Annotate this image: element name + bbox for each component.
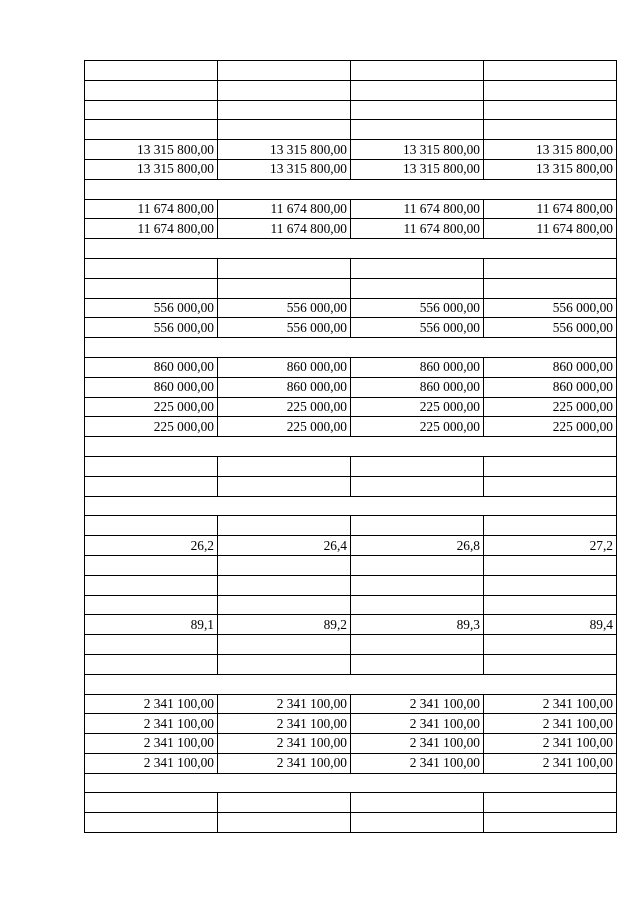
table-cell: 89,4 <box>484 615 617 635</box>
table-cell: 2 341 100,00 <box>351 734 484 754</box>
table-cell: 13 315 800,00 <box>218 159 351 179</box>
table-spacer-cell <box>85 674 617 694</box>
table-cell <box>85 100 218 120</box>
table-cell <box>218 80 351 100</box>
table-cell <box>85 80 218 100</box>
table-row-spacer <box>85 437 617 457</box>
table-cell <box>218 61 351 81</box>
table-cell: 2 341 100,00 <box>85 714 218 734</box>
table-cell: 2 341 100,00 <box>85 694 218 714</box>
table-spacer-cell <box>85 437 617 457</box>
table-cell <box>351 476 484 496</box>
table-cell: 26,8 <box>351 536 484 556</box>
budget-table <box>84 60 617 833</box>
table-cell <box>85 813 218 833</box>
table-cell: 26,2 <box>85 536 218 556</box>
table-cell <box>484 555 617 575</box>
table-cell <box>484 258 617 278</box>
table-cell <box>218 278 351 298</box>
table-row <box>85 516 617 536</box>
table-row <box>85 278 617 298</box>
table-cell: 2 341 100,00 <box>218 694 351 714</box>
table-cell <box>218 258 351 278</box>
table-cell: 11 674 800,00 <box>85 219 218 239</box>
table-cell: 556 000,00 <box>218 318 351 338</box>
table-cell <box>218 100 351 120</box>
table-cell: 2 341 100,00 <box>484 694 617 714</box>
table-cell <box>484 456 617 476</box>
table-cell: 225 000,00 <box>351 397 484 417</box>
table-cell <box>484 120 617 140</box>
table-cell <box>85 516 218 536</box>
table-row <box>85 654 617 674</box>
table-row <box>85 258 617 278</box>
table-cell: 556 000,00 <box>351 298 484 318</box>
table-row <box>85 753 617 773</box>
table-cell <box>218 635 351 655</box>
table-cell <box>351 575 484 595</box>
table-row <box>85 615 617 635</box>
table-row <box>85 555 617 575</box>
table-cell <box>351 793 484 813</box>
table-cell: 2 341 100,00 <box>218 714 351 734</box>
table-row <box>85 357 617 377</box>
table-cell <box>85 278 218 298</box>
table-row <box>85 377 617 397</box>
table-cell <box>484 635 617 655</box>
table-cell: 556 000,00 <box>218 298 351 318</box>
table-cell: 13 315 800,00 <box>351 159 484 179</box>
table-row <box>85 219 617 239</box>
table-cell: 225 000,00 <box>484 417 617 437</box>
table-cell <box>218 555 351 575</box>
table-cell <box>85 595 218 615</box>
table-cell: 2 341 100,00 <box>351 694 484 714</box>
table-row <box>85 199 617 219</box>
table-cell: 26,4 <box>218 536 351 556</box>
table-row-spacer <box>85 179 617 199</box>
table-cell <box>484 654 617 674</box>
table-cell: 2 341 100,00 <box>351 753 484 773</box>
table-cell <box>351 61 484 81</box>
table-cell: 556 000,00 <box>484 298 617 318</box>
table-row <box>85 476 617 496</box>
table-row <box>85 61 617 81</box>
table-cell: 11 674 800,00 <box>218 199 351 219</box>
table-cell <box>218 516 351 536</box>
table-cell <box>85 61 218 81</box>
table-cell <box>351 654 484 674</box>
table-cell: 11 674 800,00 <box>85 199 218 219</box>
table-cell: 860 000,00 <box>218 377 351 397</box>
table-cell: 860 000,00 <box>351 357 484 377</box>
table-row <box>85 456 617 476</box>
table-cell: 11 674 800,00 <box>484 219 617 239</box>
table-cell <box>218 476 351 496</box>
table-cell <box>351 456 484 476</box>
table-cell: 225 000,00 <box>85 397 218 417</box>
table-row <box>85 298 617 318</box>
table-cell <box>351 120 484 140</box>
table-row <box>85 575 617 595</box>
table-cell: 860 000,00 <box>85 357 218 377</box>
table-cell: 860 000,00 <box>484 377 617 397</box>
table-cell: 225 000,00 <box>484 397 617 417</box>
table-cell: 860 000,00 <box>85 377 218 397</box>
table-row <box>85 536 617 556</box>
table-cell <box>484 476 617 496</box>
table-cell <box>218 595 351 615</box>
table-cell <box>351 80 484 100</box>
table-cell: 556 000,00 <box>85 298 218 318</box>
table-row <box>85 100 617 120</box>
table-cell: 225 000,00 <box>218 397 351 417</box>
table-cell: 11 674 800,00 <box>351 199 484 219</box>
table-cell <box>484 516 617 536</box>
table-cell: 11 674 800,00 <box>484 199 617 219</box>
table-cell: 225 000,00 <box>351 417 484 437</box>
table-row <box>85 714 617 734</box>
table-row-spacer <box>85 773 617 793</box>
table-row <box>85 734 617 754</box>
table-cell <box>218 654 351 674</box>
table-cell: 89,1 <box>85 615 218 635</box>
table-cell: 89,2 <box>218 615 351 635</box>
table-row <box>85 694 617 714</box>
table-row <box>85 159 617 179</box>
table-row <box>85 120 617 140</box>
table-cell <box>351 278 484 298</box>
table-cell: 13 315 800,00 <box>218 140 351 160</box>
table-cell: 860 000,00 <box>351 377 484 397</box>
table-cell <box>484 793 617 813</box>
table-cell <box>85 575 218 595</box>
table-row <box>85 635 617 655</box>
table-cell <box>218 456 351 476</box>
table-spacer-cell <box>85 338 617 358</box>
table-cell: 89,3 <box>351 615 484 635</box>
table-row <box>85 793 617 813</box>
table-cell: 11 674 800,00 <box>351 219 484 239</box>
table-cell: 2 341 100,00 <box>218 734 351 754</box>
table-cell: 860 000,00 <box>218 357 351 377</box>
table-spacer-cell <box>85 179 617 199</box>
table-cell <box>351 516 484 536</box>
table-cell: 13 315 800,00 <box>85 159 218 179</box>
table-row-spacer <box>85 239 617 259</box>
table-cell <box>218 575 351 595</box>
table-cell <box>218 120 351 140</box>
table-cell <box>484 278 617 298</box>
table-cell <box>85 635 218 655</box>
table-cell <box>351 100 484 120</box>
table-cell: 556 000,00 <box>85 318 218 338</box>
table-cell <box>85 120 218 140</box>
table-cell: 225 000,00 <box>85 417 218 437</box>
table-row <box>85 397 617 417</box>
table-cell: 13 315 800,00 <box>484 140 617 160</box>
table-cell <box>85 793 218 813</box>
table-cell: 860 000,00 <box>484 357 617 377</box>
table-cell: 2 341 100,00 <box>484 714 617 734</box>
table-cell: 13 315 800,00 <box>85 140 218 160</box>
table-cell <box>484 80 617 100</box>
table-cell: 556 000,00 <box>351 318 484 338</box>
table-row <box>85 80 617 100</box>
table-cell: 27,2 <box>484 536 617 556</box>
table-row <box>85 318 617 338</box>
table-cell <box>85 654 218 674</box>
table-cell: 2 341 100,00 <box>351 714 484 734</box>
table-spacer-cell <box>85 239 617 259</box>
table-cell: 2 341 100,00 <box>484 734 617 754</box>
table-cell: 13 315 800,00 <box>484 159 617 179</box>
table-cell <box>484 100 617 120</box>
table-cell <box>218 793 351 813</box>
table-row <box>85 595 617 615</box>
table-cell <box>351 555 484 575</box>
table-cell: 2 341 100,00 <box>85 753 218 773</box>
table-cell: 2 341 100,00 <box>484 753 617 773</box>
table-cell <box>351 595 484 615</box>
table-cell: 556 000,00 <box>484 318 617 338</box>
table-row-spacer <box>85 496 617 516</box>
table-cell: 11 674 800,00 <box>218 219 351 239</box>
table-row <box>85 813 617 833</box>
budget-table-body <box>85 61 617 833</box>
table-cell <box>484 575 617 595</box>
table-cell <box>218 813 351 833</box>
table-cell <box>351 258 484 278</box>
table-cell <box>85 456 218 476</box>
table-cell <box>351 635 484 655</box>
table-spacer-cell <box>85 496 617 516</box>
table-cell <box>484 595 617 615</box>
table-cell <box>85 258 218 278</box>
table-row <box>85 140 617 160</box>
table-row-spacer <box>85 338 617 358</box>
table-spacer-cell <box>85 773 617 793</box>
table-cell <box>351 813 484 833</box>
table-cell <box>85 555 218 575</box>
table-cell: 225 000,00 <box>218 417 351 437</box>
table-cell <box>484 813 617 833</box>
table-cell: 2 341 100,00 <box>85 734 218 754</box>
table-row <box>85 417 617 437</box>
table-cell <box>484 61 617 81</box>
table-cell: 13 315 800,00 <box>351 140 484 160</box>
table-cell <box>85 476 218 496</box>
table-row-spacer <box>85 674 617 694</box>
table-cell: 2 341 100,00 <box>218 753 351 773</box>
